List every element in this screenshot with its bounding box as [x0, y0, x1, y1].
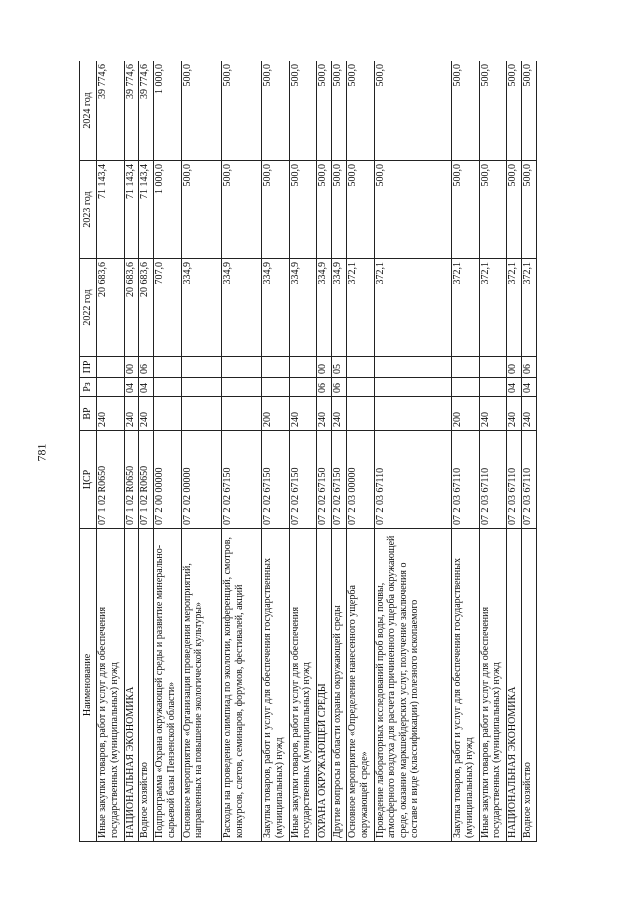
cell-csr: 07 2 02 67150: [262, 431, 290, 529]
cell-2022: 334,9: [181, 259, 221, 357]
cell-2022: 20 683,6: [124, 259, 139, 357]
cell-pr: 00: [317, 357, 332, 378]
cell-2023: 500,0: [374, 161, 451, 259]
cell-2022: 334,9: [332, 259, 347, 357]
table-row: [332, 61, 347, 842]
cell-vr: 240: [522, 397, 537, 431]
table-row: [97, 61, 125, 842]
cell-2024: 500,0: [522, 61, 537, 161]
cell-name: НАЦИОНАЛЬНАЯ ЭКОНОМИКА: [507, 529, 522, 842]
cell-csr: 07 1 02 R0650: [97, 431, 125, 529]
cell-pr: 00: [124, 357, 139, 378]
cell-2023: 500,0: [317, 161, 332, 259]
cell-2024: 39 774,6: [97, 61, 125, 161]
cell-rz: [97, 378, 125, 397]
cell-rz: [452, 378, 480, 397]
cell-rz: 04: [124, 378, 139, 397]
cell-vr: [222, 397, 262, 431]
cell-vr: [181, 397, 221, 431]
cell-csr: 07 1 02 R0650: [139, 431, 154, 529]
cell-name: Водное хозяйство: [522, 529, 537, 842]
cell-2023: 500,0: [479, 161, 507, 259]
cell-rz: 04: [139, 378, 154, 397]
cell-2023: 71 143,4: [97, 161, 125, 259]
cell-vr: 240: [97, 397, 125, 431]
cell-vr: 240: [317, 397, 332, 431]
cell-2024: 1 000,0: [154, 61, 182, 161]
cell-csr: 07 2 02 00000: [181, 431, 221, 529]
header-2023: 2023 год: [80, 161, 97, 259]
cell-vr: 240: [139, 397, 154, 431]
cell-vr: 240: [124, 397, 139, 431]
table-row: [262, 61, 290, 842]
cell-rz: [181, 378, 221, 397]
cell-2022: 372,1: [522, 259, 537, 357]
cell-csr: 07 1 02 R0650: [124, 431, 139, 529]
table-row: [317, 61, 332, 842]
cell-csr: 07 2 00 00000: [154, 431, 182, 529]
table-row: [181, 61, 221, 842]
table-row: [124, 61, 139, 842]
cell-rz: 04: [522, 378, 537, 397]
cell-2024: 500,0: [479, 61, 507, 161]
cell-pr: [289, 357, 317, 378]
cell-vr: [374, 397, 451, 431]
header-name: Наименование: [80, 529, 97, 842]
cell-rz: [154, 378, 182, 397]
cell-vr: 240: [507, 397, 522, 431]
cell-pr: [374, 357, 451, 378]
cell-pr: [479, 357, 507, 378]
cell-2022: 372,1: [507, 259, 522, 357]
cell-csr: 07 2 02 67150: [317, 431, 332, 529]
cell-rz: [289, 378, 317, 397]
cell-2024: 500,0: [317, 61, 332, 161]
cell-2023: 500,0: [522, 161, 537, 259]
cell-2024: 500,0: [332, 61, 347, 161]
cell-2024: 500,0: [289, 61, 317, 161]
cell-name: Основное мероприятие «Определение нанесенного ущерба окружающей среде»: [347, 529, 375, 842]
cell-csr: 07 2 02 67150: [222, 431, 262, 529]
table-row: [522, 61, 537, 842]
cell-pr: [347, 357, 375, 378]
table-row: [507, 61, 522, 842]
table-row: [374, 61, 451, 842]
cell-csr: 07 2 02 67150: [332, 431, 347, 529]
cell-2022: 334,9: [317, 259, 332, 357]
table-row: [139, 61, 154, 842]
cell-rz: [374, 378, 451, 397]
cell-2022: 20 683,6: [97, 259, 125, 357]
cell-2023: 500,0: [347, 161, 375, 259]
cell-csr: 07 2 03 67110: [522, 431, 537, 529]
cell-2023: 500,0: [262, 161, 290, 259]
cell-2024: 500,0: [452, 61, 480, 161]
table-row: [479, 61, 507, 842]
cell-2022: 20 683,6: [139, 259, 154, 357]
cell-2022: 372,1: [374, 259, 451, 357]
cell-name: Иные закупки товаров, работ и услуг для обеспечения государственных (муниципальных) нужд: [97, 529, 125, 842]
cell-pr: [154, 357, 182, 378]
cell-vr: [347, 397, 375, 431]
cell-pr: 00: [507, 357, 522, 378]
cell-pr: 06: [522, 357, 537, 378]
cell-pr: 06: [139, 357, 154, 378]
cell-pr: [262, 357, 290, 378]
header-rz: Рз: [80, 378, 97, 397]
cell-pr: [452, 357, 480, 378]
cell-2022: 334,9: [222, 259, 262, 357]
cell-2023: 1 000,0: [154, 161, 182, 259]
cell-2024: 39 774,6: [124, 61, 139, 161]
cell-2022: 372,1: [479, 259, 507, 357]
cell-name: Другие вопросы в области охраны окружающей среды: [332, 529, 347, 842]
cell-rz: 06: [317, 378, 332, 397]
cell-vr: 240: [332, 397, 347, 431]
table-row: [289, 61, 317, 842]
cell-name: ОХРАНА ОКРУЖАЮЩЕЙ СРЕДЫ: [317, 529, 332, 842]
cell-2022: 372,1: [347, 259, 375, 357]
cell-csr: 07 2 03 67110: [452, 431, 480, 529]
cell-2024: 39 774,6: [139, 61, 154, 161]
cell-2023: 500,0: [289, 161, 317, 259]
cell-csr: 07 2 03 67110: [507, 431, 522, 529]
header-2024: 2024 год: [80, 61, 97, 161]
budget-table: [79, 61, 537, 842]
header-vr: ВР: [80, 397, 97, 431]
cell-vr: 240: [479, 397, 507, 431]
cell-csr: 07 2 03 00000: [347, 431, 375, 529]
cell-csr: 07 2 03 67110: [479, 431, 507, 529]
cell-name: Закупка товаров, работ и услуг для обеспечения государственных (муниципальных) нужд: [452, 529, 480, 842]
cell-2023: 500,0: [332, 161, 347, 259]
cell-pr: [97, 357, 125, 378]
cell-name: Иные закупки товаров, работ и услуг для обеспечения государственных (муниципальных) нужд: [479, 529, 507, 842]
cell-2023: 500,0: [222, 161, 262, 259]
table-header-row: [80, 61, 97, 842]
cell-2023: 71 143,4: [139, 161, 154, 259]
cell-2022: 334,9: [262, 259, 290, 357]
cell-2022: 372,1: [452, 259, 480, 357]
cell-2024: 500,0: [347, 61, 375, 161]
cell-rz: 06: [332, 378, 347, 397]
cell-2024: 500,0: [222, 61, 262, 161]
page-number: 781: [34, 443, 49, 462]
cell-2024: 500,0: [181, 61, 221, 161]
cell-2023: 71 143,4: [124, 161, 139, 259]
cell-2024: 500,0: [262, 61, 290, 161]
cell-vr: 200: [262, 397, 290, 431]
cell-name: Проведение лабораторных исследований проб воды, почвы, атмосферного воздуха для расчета причиненного ущерба окружающей среде, оказание маркшейдерских услуг, получение заключения о составе и виде (классификации) полезного ископаемого: [374, 529, 451, 842]
cell-2022: 334,9: [289, 259, 317, 357]
header-2022: 2022 год: [80, 259, 97, 357]
page-number-container: [12, 0, 72, 905]
cell-rz: [347, 378, 375, 397]
cell-name: НАЦИОНАЛЬНАЯ ЭКОНОМИКА: [124, 529, 139, 842]
cell-rz: [479, 378, 507, 397]
table-row: [222, 61, 262, 842]
cell-pr: 05: [332, 357, 347, 378]
cell-name: Водное хозяйство: [139, 529, 154, 842]
cell-rz: [222, 378, 262, 397]
cell-vr: 240: [289, 397, 317, 431]
cell-name: Иные закупки товаров, работ и услуг для обеспечения государственных (муниципальных) нужд: [289, 529, 317, 842]
cell-2023: 500,0: [507, 161, 522, 259]
table-row: [154, 61, 182, 842]
cell-2023: 500,0: [452, 161, 480, 259]
cell-2023: 500,0: [181, 161, 221, 259]
cell-rz: [262, 378, 290, 397]
cell-name: Расходы на проведение олимпиад по экологии, конференций, смотров, конкурсов, слетов, семинаров, форумов, фестивалей, акций: [222, 529, 262, 842]
cell-name: Основное мероприятие «Организация проведения мероприятий, направленных на повышение экологической культуры»: [181, 529, 221, 842]
header-pr: ПР: [80, 357, 97, 378]
table-frame: [79, 61, 537, 842]
cell-csr: 07 2 03 67110: [374, 431, 451, 529]
table-row: [347, 61, 375, 842]
cell-name: Закупка товаров, работ и услуг для обеспечения государственных (муниципальных) нужд: [262, 529, 290, 842]
cell-name: Подпрограмма «Охрана окружающей среды и развитие минерально-сырьевой базы Пензенской области»: [154, 529, 182, 842]
cell-2024: 500,0: [507, 61, 522, 161]
table-rotator: [79, 61, 537, 842]
cell-csr: 07 2 02 67150: [289, 431, 317, 529]
cell-2022: 707,0: [154, 259, 182, 357]
cell-vr: 200: [452, 397, 480, 431]
cell-rz: 04: [507, 378, 522, 397]
cell-pr: [222, 357, 262, 378]
header-csr: ЦСР: [80, 431, 97, 529]
table-row: [452, 61, 480, 842]
cell-vr: [154, 397, 182, 431]
cell-pr: [181, 357, 221, 378]
cell-2024: 500,0: [374, 61, 451, 161]
